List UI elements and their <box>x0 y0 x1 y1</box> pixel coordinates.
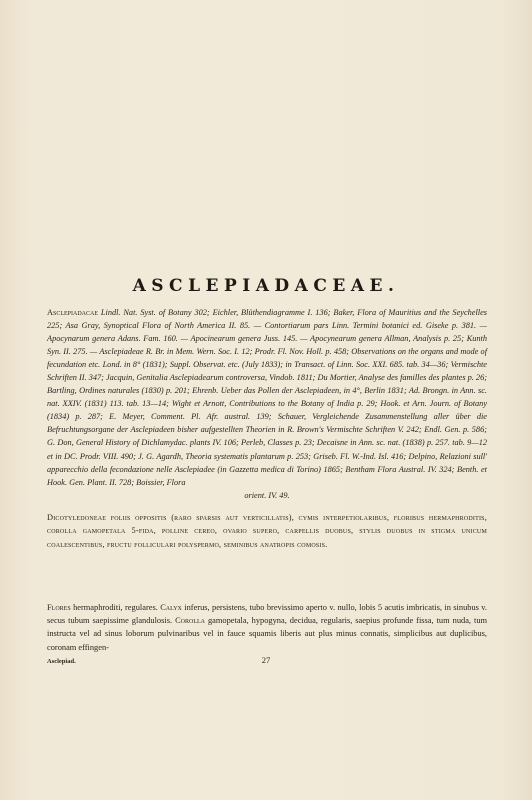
bibliography-last-line: orient. IV. 49. <box>244 490 290 500</box>
description-paragraph <box>47 601 487 654</box>
family-title: ASCLEPIADACEAE. <box>132 276 400 296</box>
family-diagnosis: Dicotyledoneae foliis oppositis (raro sparsis aut verticillatis), cymis interpetiolaribus, floribus hermaphroditis, corolla gamopetala 5-fida, polline cereo, ovario supero, carpellis duobus, stylis duobus in stigma unicum coalescentibus, fructu folliculari polyspermo, seminibus anatropis comosis. <box>47 513 487 549</box>
signature-mark: Asclepiad. <box>47 658 76 665</box>
corolla-label: Corolla <box>175 616 205 626</box>
description-text-3: gamopetala, hypogyna, decidua, regularis, saepius profunde fissa, tum nuda, tum instructa vel ad sinus loborum pulvinaribus vel in fauce squamis liberis aut plus minus connatis, simplicibus aut duplicibus, coronam effingen- <box>47 616 488 652</box>
bibliography-paragraph <box>47 306 487 502</box>
description-text-1: hermaphroditi, regulares. <box>73 603 158 612</box>
page-number: 27 <box>261 655 271 665</box>
bibliography-text: Lindl. Nat. Syst. of Botany 302; Eichler, Blüthendiagramme I. 136; Baker, Flora of Mauritius and the Seychelles 225; Asa Gray, Synoptical Flora of North America II. 85. — Contortiarum pars Linn. Termini botanici ed. Giseke p. 381. — Apocynarum genera Adans. Fam. 160. — Apocinearum genera Juss. 145. — Apocynearum genera Allman, Analysis p. 25; Kunth Syn. II. 275. — Asclepiadeae R. Br. in Mem. Wern. Soc. I. 12; Prodr. Fl. Nov. Holl. p. 458; Observations on the organs and mode of fecundation etc. Lond. in 8° (1831); Suppl. Observat. etc. (July 1833); in Transact. of Linn. Soc. XXI. 685. tab. 34—36; Vermischte Schriften II. 347; Jacquin, Genitalia Asclepiadearum controversa, Vindob. 1811; Du Mortier, Analyse des familles des plantes p. 26; Bartling, Ordines naturales (1830) p. 201; Ehrenb. Ueber das Pollen der Asclepiadeen, in 4°, Berlin 1831; Ad. Brongn. in Ann. sc. nat. XXIV. (1831) 113. tab. 13—14; Wight et Arnott, Contributions to the Botany of India p. 29; Hook. et Arn. Journ. of Botany (1834) p. 287; E. Meyer, Comment. Pl. Afr. austral. 139; Schauer, Vergleichende Zusammenstellung aller über die Befruchtungsorgane der Asclepiadeen bisher aufgestellten Theorien in R. Brown's Vermischte Schriften V. 242; Endl. Gen. p. 586; G. Don, General History of Dichlamydac. plants IV. 106; Perleb, Classes p. 23; Decaisne in Ann. sc. nat. (1838) p. 257. tab. 9—12 et in DC. Prodr. VIII. 490; J. G. Agardh, Theoria systematis plantarum p. 253; Griseb. Fl. W.-Ind. Isl. 416; Delpino, Relazioni sull' apparecchio della fecondazione nelle Asclepiadee (in Gazzetta medica di Torino) 1865; Bentham Flora Austral. IV. 324; Benth. et Hook. Gen. Plant. II. 728; Boissier, Flora <box>47 308 487 487</box>
description-lead: Flores <box>47 603 71 612</box>
calyx-label: Calyx <box>160 603 182 612</box>
bibliography-lead: Asclepiadacae <box>47 308 98 317</box>
description-text-2: inferus, persistens, tubo brevissimo aperto v. nullo, lobis 5 acutis imbricatis, in sinubus v. secus tubum saepissime glandulosis. <box>47 603 488 626</box>
